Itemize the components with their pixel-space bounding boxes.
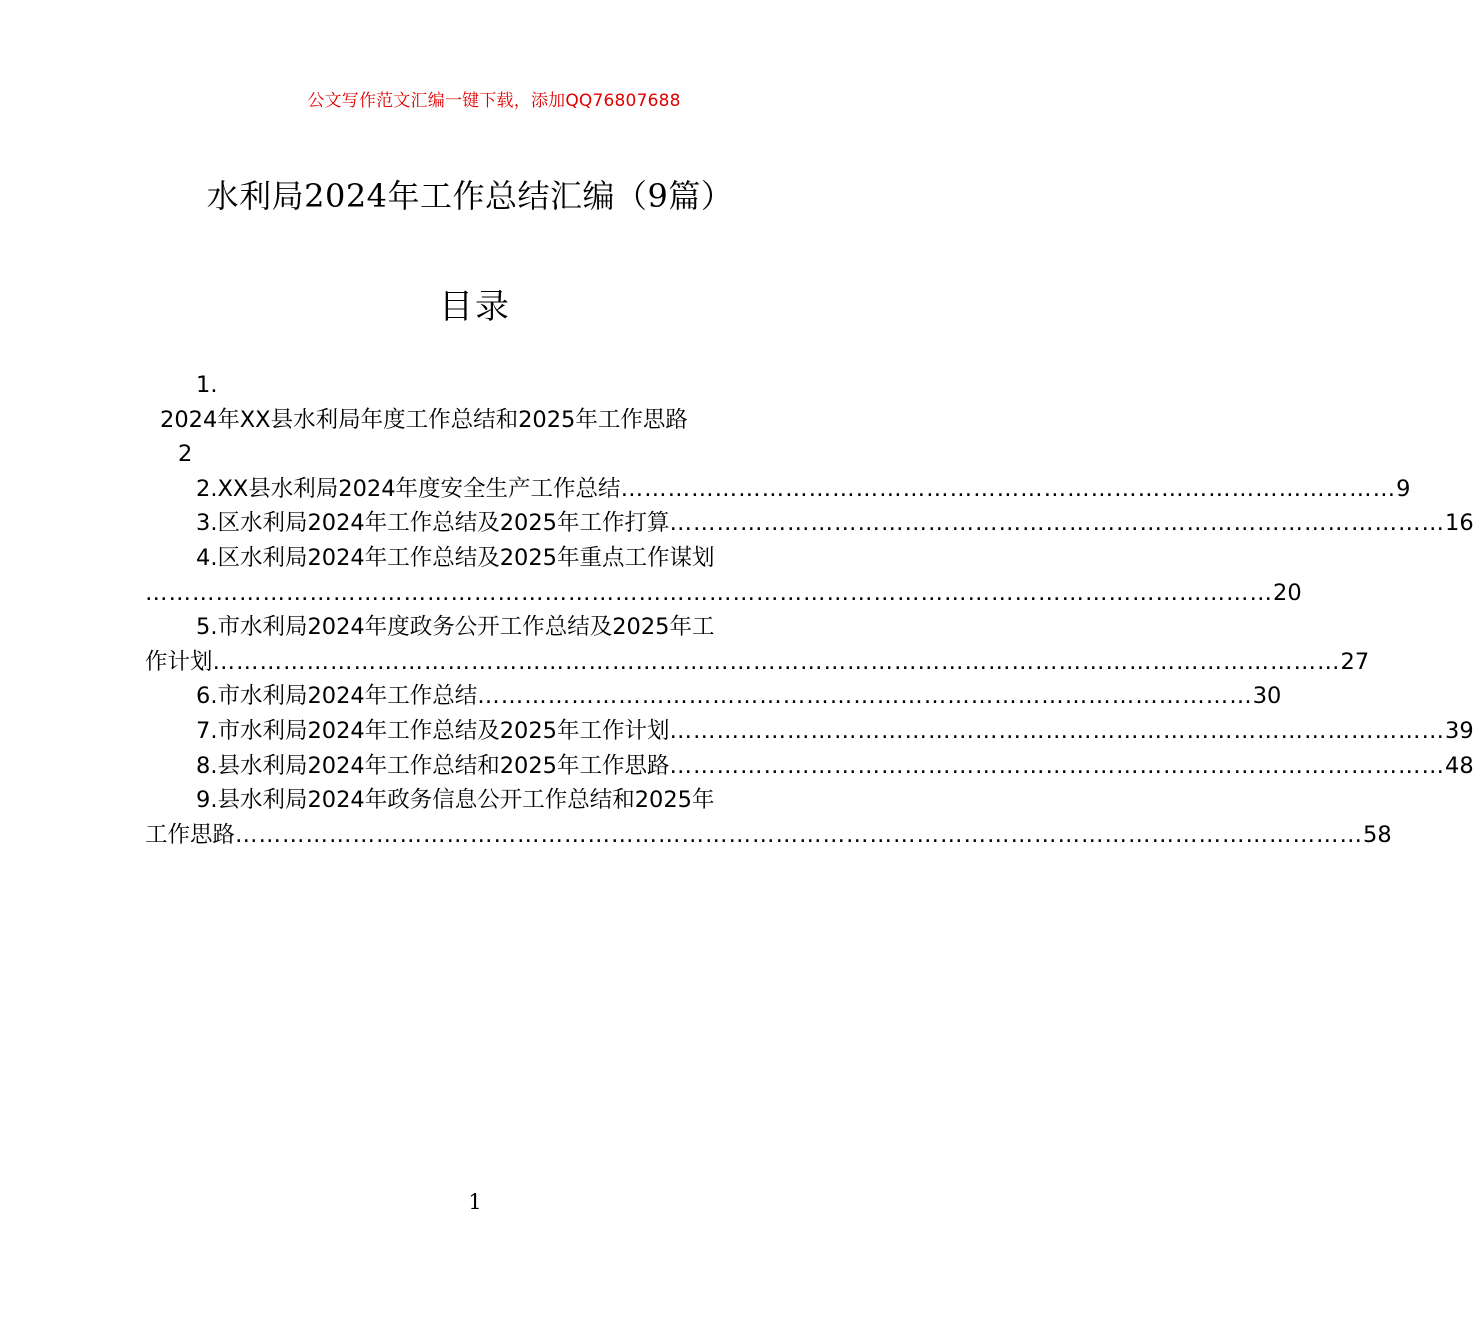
toc-item-8[interactable]	[145, 749, 1474, 784]
toc-heading: 目录	[439, 287, 511, 327]
toc-item-5-title-line2: 作计划	[145, 648, 213, 675]
toc-leader-dots: ………………………………………………………………………………………	[669, 510, 1445, 537]
toc-item-4-title[interactable]: 4.区水利局2024年工作总结及2025年重点工作谋划	[196, 544, 715, 571]
toc-item-4-leader-row[interactable]	[145, 576, 1302, 611]
toc-leader-dots: ………………………………………………………………………………………………………………………………	[235, 821, 1364, 848]
toc-item-8-title: 8.县水利局2024年工作总结和2025年工作思路	[196, 752, 670, 779]
toc-item-1-page[interactable]: 2	[178, 441, 193, 468]
toc-item-8-page: 48	[1445, 752, 1474, 779]
toc-item-5-title-line1[interactable]: 5.市水利局2024年度政务公开工作总结及2025年工	[196, 614, 715, 641]
toc-item-2[interactable]	[145, 472, 1411, 507]
toc-leader-dots: ………………………………………………………………………………………	[669, 717, 1445, 744]
toc-item-3-title: 3.区水利局2024年工作总结及2025年工作打算	[196, 510, 670, 537]
toc-item-3[interactable]	[145, 506, 1474, 541]
toc-item-4-page: 20	[1273, 579, 1302, 606]
toc-item-6-title: 6.市水利局2024年工作总结	[196, 683, 478, 710]
page-number: 1	[468, 1190, 482, 1214]
toc-leader-dots: ………………………………………………………………………………………………………………………………	[145, 579, 1273, 606]
toc-leader-dots: ………………………………………………………………………………………	[669, 752, 1445, 779]
toc-item-3-page: 16	[1445, 510, 1474, 537]
toc-item-9-title-line2: 工作思路	[145, 821, 236, 848]
toc-item-5-leader-row[interactable]	[145, 645, 1370, 680]
toc-leader-dots: ………………………………………………………………………………………………………………………………	[212, 648, 1341, 675]
table-of-contents	[145, 368, 1474, 852]
toc-item-7-title: 7.市水利局2024年工作总结及2025年工作计划	[196, 717, 670, 744]
toc-item-9-title-line1[interactable]: 9.县水利局2024年政务信息公开工作总结和2025年	[196, 787, 715, 814]
toc-item-6[interactable]	[145, 679, 1282, 714]
toc-item-2-title: 2.XX县水利局2024年度安全生产工作总结	[196, 475, 621, 502]
toc-item-6-page: 30	[1252, 683, 1282, 710]
toc-leader-dots: ………………………………………………………………………………………	[477, 683, 1253, 710]
toc-item-7-page: 39	[1445, 717, 1474, 744]
toc-leader-dots: ………………………………………………………………………………………	[620, 475, 1397, 502]
download-note: 公文写作范文汇编一键下载，添加QQ76807688	[307, 91, 681, 111]
toc-item-1-number[interactable]: 1.	[196, 372, 218, 398]
toc-item-5-page: 27	[1340, 648, 1370, 675]
toc-item-2-page: 9	[1396, 475, 1411, 502]
document-title: 水利局2024年工作总结汇编（9篇）	[206, 177, 734, 215]
toc-item-9-page: 58	[1363, 821, 1392, 848]
toc-item-1-title[interactable]: 2024年XX县水利局年度工作总结和2025年工作思路	[160, 406, 688, 433]
toc-item-9-leader-row[interactable]	[145, 818, 1392, 853]
toc-item-7[interactable]	[145, 714, 1474, 749]
